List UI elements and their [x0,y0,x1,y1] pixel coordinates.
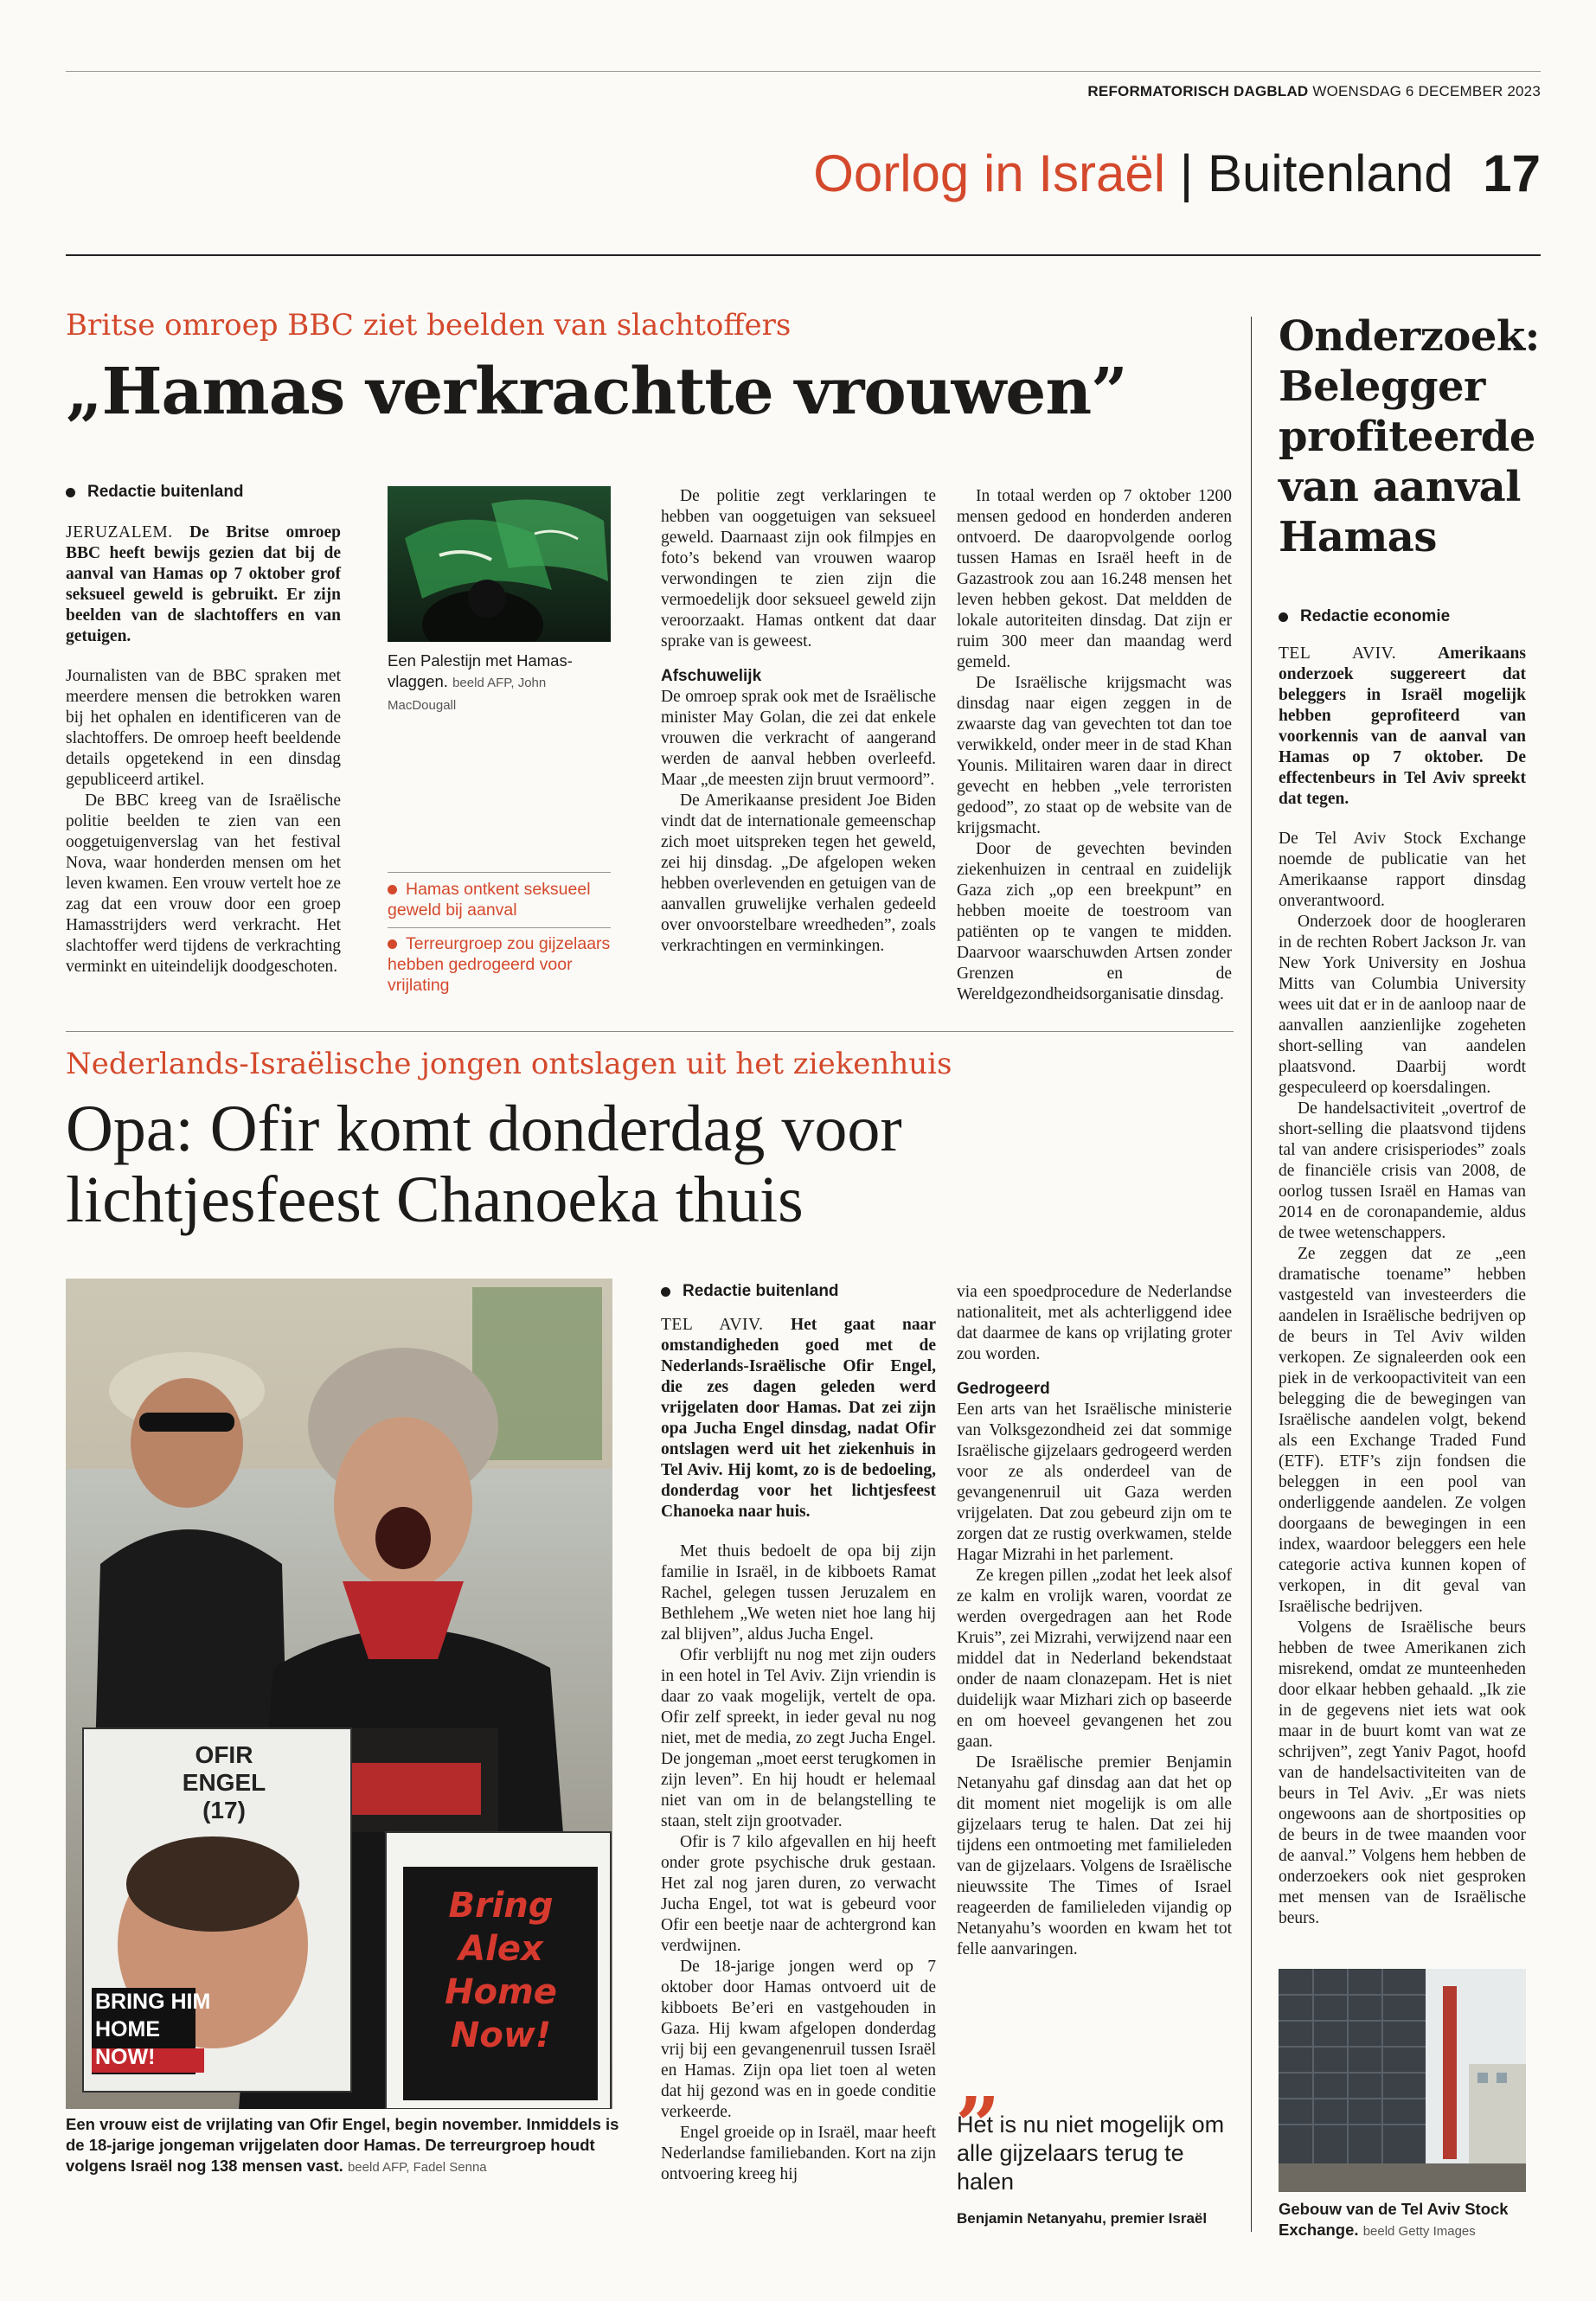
article2-headline [66,1093,902,1235]
quote-mark-icon: „ [957,2035,1002,2127]
article2-photo [66,1279,612,2109]
headline-line: lichtjesfeest Chanoeka thuis [66,1163,804,1236]
section-header [813,144,1541,203]
related-bullet-icon [388,885,397,894]
section-name: Buitenland [1208,144,1453,202]
sidebar-rule [1251,317,1252,2232]
headline-line: Opa: Ofir komt donderdag voor [66,1093,902,1165]
article2-paragraph: Ofir verblijft nu nog met zijn ouders in een hotel in Tel Aviv. Zijn vriendin is daar zo vaak mogelijk, vertelt de opa. Ofir zelf spreekt, in ieder geval nu nog niet, met de media, zo zegt Jucha Engel. De jongeman „moet eerst terugkomen in zijn leven”. En hij houdt er helemaal niet van om in de belangstelling te staan, stelt zijn grootvader. [661,1646,936,1830]
article2-paragraph: Een arts van het Israëlische ministerie van Volksgezondheid zei dat sommige Israëlische gijzelaars gedrogeerd werden voor ze als onderdeel van de gevangenenruil uit Gaza werden vrijgelaten. Dat zou gebeurd zijn om te zorgen dat ze rustig overkwamen, stelde Hagar Mizrahi in het parlement. [957,1400,1232,1564]
article2-subhead: Gedrogeerd [957,1380,1050,1398]
article1-lead: De Britse omroep BBC heeft bewijs gezien dat bij de aanval van Hamas op 7 oktober grof seksueel geweld is gebruikt. Er zijn beelden van de slachtoffers en van getuigen. [66,523,341,645]
page-number: 17 [1483,144,1541,202]
article1-paragraph: Journalisten van de BBC spraken met meerdere mensen die betrokken waren bij het ophalen en identificeren van de slachtoffers. De omroep heeft beeldende details opgetekend in een dinsdag gepubliceerd artikel. [66,667,341,789]
article2-paragraph: Engel groeide op in Israël, maar heeft Nederlandse familiebanden. Kort na zijn ontvoering kreeg hij [661,2124,936,2183]
article1-byline [66,483,244,502]
sidebar-paragraph: De Tel Aviv Stock Exchange noemde de publicatie van het Amerikaanse rapport dinsdag onverantwoord. [1279,830,1526,910]
byline-dot-icon [66,488,75,497]
top-rule [66,71,1541,72]
section-divider: | [1179,144,1194,202]
poster-bring-alex: Bring Alex Home Now! [445,1886,557,2055]
article1-paragraph: In totaal werden op 7 oktober 1200 mensen gedood en honderden anderen ontvoerd. De daaropvolgende oorlog tussen Hamas en Israël heeft in de Gazastrook zou aan 16.248 mensen het leven hebben gekost. Dat meldden de lokale autoriteiten dinsdag. Dat zijn er ruim 300 meer dan maandag werd gemeld. [957,487,1232,671]
article2-column-1 [661,1315,936,2185]
byline-dot-icon [1279,612,1288,622]
article1-paragraph: De Israëlische krijgsmacht was dinsdag naar eigen zeggen in de zwaarste dag van gevechten tot dan toe verwikkeld, onder meer in de stad Khan Younis. Militairen waren daar in direct gevecht en hebben „vele terroristen gedood”, zo staat op de website van de krijgsmacht. [957,674,1232,837]
sidebar-paragraph: De handelsactiviteit „overtrof de short-selling die plaatsvond tijdens tal van andere crisisperiodes” zoals de financiële crisis van 2008, de oorlog tussen Israël en Hamas van 2014 en de coronapandemie, aldus de twee wetenschappers. [1279,1099,1526,1242]
related-link[interactable]: Hamas ontkent seksueel geweld bij aanval [388,874,611,928]
sidebar-photo-caption [1279,2199,1526,2242]
related-top-rule [388,872,611,873]
sidebar-lead: Amerikaans onderzoek suggereert dat beleggers in Israël mogelijk hebben geprofiteerd van voorkennis van de aanval van Hamas op 7 oktober. De effectenbeurs in Tel Aviv spreekt dat tegen. [1279,644,1526,808]
article1-place: JERUZALEM. [66,523,173,542]
header-rule [66,254,1541,256]
sidebar-column [1279,644,1526,1929]
poster-slogan: BRING HIM HOME NOW! [95,1990,211,2069]
sidebar-paragraph: Volgens de Israëlische beurs hebben de twee Amerikanen zich misrekend, omdat ze munteenheden door elkaar hebben gehaald. „Ik zie in de gegevens niet iets wat ook maar in de buurt komt van wat ze schrijven”, zegt Yaniv Pagot, hoofd van de handelsactiviteiten van de beurs in Tel Aviv. „Er was niets ongewoons aan de shortposities op de beurs in de twee maanden voor de aanval.” Volgens hem hebben de onderzoekers ook niet gesproken met mensen van de Israëlische beurs. [1279,1618,1526,1927]
article2-lead: Het gaat naar omstandigheden goed met de Nederlands-Israëlische Ofir Engel, die zes dagen geleden werd vrijgelaten door Hamas. Dat zei zijn opa Jucha Engel dinsdag, nadat Ofir ontslagen werd uit het ziekenhuis in Tel Aviv. Hij komt, zo is de bedoeling, donderdag voor het lichtjesfeest Chanoeka naar huis. [661,1316,936,1521]
article1-kicker: Britse omroep BBC ziet beelden van slachtoffers [66,308,792,343]
caption-text: Gebouw van de Tel Aviv Stock Exchange. [1279,2200,1509,2239]
article2-byline-text: Redactie buitenland [683,1282,839,1300]
article2-kicker: Nederlands-Israëlische jongen ontslagen uit het ziekenhuis [66,1047,952,1081]
sidebar-photo [1279,1969,1526,2192]
sidebar-paragraph: Onderzoek door de hoogleraren in de rechten Robert Jackson Jr. van New York University en Joshua Mitts van Columbia University wees uit dat er in de aanloop naar de aanvallen aanzienlijke zogeheten short-selling van aandelen plaatsvond. Daarbij wordt gespeculeerd op koersdalingen. [1279,913,1526,1097]
article2-paragraph: De 18-jarige jongen werd op 7 oktober door Hamas ontvoerd uit de kibboets Be’eri en vastgehouden in Gaza. Hij kwam afgelopen donderdag vrij bij een gevangenenruil tussen Israël en Hamas. Zijn opa liet toen al weten dat hij gezond was en in goede conditie verkeerde. [661,1958,936,2121]
sidebar-byline [1279,607,1450,626]
caption-text: Een vrouw eist de vrijlating van Ofir Engel, begin november. Inmiddels is de 18-jarige jongeman vrijgelaten door Hamas. De terreurgroep houdt volgens Israël nog 138 mensen vast. [66,2115,619,2175]
related-links [388,874,611,1003]
article1-column-4 [957,486,1232,1005]
article1-paragraph: Door de gevechten bevinden ziekenhuizen in centraal en zuidelijk Gaza zich „op een breekpunt” en hebben moeite de toestroom van patiënten op te vangen te midden. Daarvoor waarschuwden Artsen zonder Grenzen en de Wereldgezondheidsorganisatie dinsdag. [957,840,1232,1003]
article2-paragraph: De Israëlische premier Benjamin Netanyahu gaf dinsdag aan dat het op dit moment niet mogelijk is om alle gijzelaars terug te halen. Dat zei hij tijdens een ontmoeting met familieleden van de gijzelaars. Volgens de Israëlische nieuwssite The Times of Israel reageerden de familieleden vijandig op Netanyahu’s woorden en kwam het tot felle aanvaringen. [957,1753,1232,1958]
article1-paragraph: De omroep sprak ook met de Israëlische minister May Golan, die zei dat enkele vrouwen die verkracht of aangerand werden de aanval hebben overleefd. Maar „de meesten zijn bruut vermoord”. [661,688,936,789]
article2-paragraph: Met thuis bedoelt de opa bij zijn familie in Israël, in de kibboets Ramat Rachel, gelegen tussen Jeruzalem en Bethlehem „We weten niet hoe lang hij zal blijven”, aldus Jucha Engel. [661,1542,936,1644]
article2-byline [661,1282,839,1301]
related-link[interactable]: Terreurgroep zou gijzelaars hebben gedrogeerd voor vrijlating [388,934,611,995]
article2-paragraph: Ofir is 7 kilo afgevallen en hij heeft onder grote psychische druk gestaan. Het zal nog jaren duren, zo verwacht Jucha Engel, tot wat is gebeurd voor Ofir een beetje naar de achtergrond kan verdwijnen. [661,1833,936,1955]
sidebar-byline-text: Redactie economie [1300,607,1451,625]
poster-name: OFIR ENGEL (17) [182,1741,266,1823]
article1-subhead: Afschuwelijk [661,667,762,685]
section-topic: Oorlog in Israël [813,144,1166,202]
article2-place: TEL AVIV. [661,1316,764,1334]
article1-photo-caption [388,651,611,716]
byline-dot-icon [661,1287,670,1297]
article-divider [66,1031,1234,1032]
sidebar-place: TEL AVIV. [1279,644,1397,663]
photo-credit: beeld AFP, John MacDougall [388,676,547,713]
article1-paragraph: De BBC kreeg van de Israëlische politie beelden te zien van een ooggetuigenverslag van het festival Nova, waar honderden mensen om het leven kwamen. Een vrouw vertelt hoe ze zag dat een vrouw door een groep Hamasstrijders werd verkracht. Het slachtoffer werd tijdens de verkrachting verminkt en uiteindelijk doodgeschoten. [66,792,341,976]
sidebar-headline: Onderzoek: Belegger profiteerde van aanval Hamas [1279,312,1540,561]
sidebar-paragraph: Ze zeggen dat ze „een dramatische toename” hebben vastgesteld van investeerders die aandelen in Israëlische bedrijven op de beurs in Tel Aviv wilden verkopen. Ze signaleerden ook een piek in de verkoopactiviteit van een belegging die de bewegingen van Israëlische aandelen volgt, bekend als een Exchange Traded Fund (ETF). ETF’s zijn fondsen die beleggen in een pool van onderliggende aandelen. Ze volgen doorgaans de bewegingen in een index, waardoor beleggers een hele categorie activa kunnen kopen of verkopen, in dit geval van Israëlische bedrijven. [1279,1245,1526,1616]
article1-column-3 [661,486,936,957]
photo-credit: beeld AFP, Fadel Senna [347,2160,487,2175]
article1-photo [388,486,611,642]
pull-quote [957,2035,1232,2227]
related-bullet-icon [388,939,397,949]
quote-text: Het is nu niet mogelijk om alle gijzelaars terug te halen [957,2112,1225,2195]
article1-byline-text: Redactie buitenland [87,483,244,501]
article1-headline: „Hamas verkrachtte vrouwen” [66,355,1127,429]
article2-paragraph: Ze kregen pillen „zodat het leek alsof ze kalm en vrolijk waren, voordat ze werden overgedragen aan het Rode Kruis”, zei Mizrahi, verwijzend naar een middel dat in Nederland bekendstaat onder de naam clonazepam. Het is niet duidelijk waar Mizhari zich op baseerde en om hoeveel gevangenen het zou gaan. [957,1567,1232,1751]
caption-text: Een Palestijn met Hamas-vlaggen. [388,651,573,690]
issue-date: WOENSDAG 6 DECEMBER 2023 [1312,83,1541,99]
quote-source: Benjamin Netanyahu, premier Israël [957,2210,1208,2227]
article1-paragraph: De politie zegt verklaringen te hebben van ooggetuigen van seksueel geweld. Daarnaast zijn ook filmpjes en foto’s bekend van vrouwen waarop verwondingen te zien zijn die vermoedelijk door seksueel geweld zijn veroorzaakt. Hamas ontkent dat daar sprake van is geweest. [661,487,936,651]
article2-column-2 [957,1282,1232,1960]
article2-paragraph: via een spoedprocedure de Nederlandse nationaliteit, met als achterliggend idee dat daarmee de kans op vrijlating groter zou worden. [957,1283,1232,1363]
article2-photo-caption [66,2114,619,2178]
article1-column-1 [66,522,341,977]
photo-credit: beeld Getty Images [1362,2224,1476,2239]
article1-paragraph: De Amerikaanse president Joe Biden vindt dat de internationale gemeenschap zich moet uitspreken tegen het geweld, zei hij dinsdag. „De afgelopen weken hebben overlevenden en getuigen van de aanvallen gruwelijke verhalen gedeeld over onvoorstelbare wreedheden”, zoals verkrachtingen en verminkingen. [661,792,936,955]
masthead [1087,83,1541,100]
paper-name: REFORMATORISCH DAGBLAD [1087,83,1309,99]
